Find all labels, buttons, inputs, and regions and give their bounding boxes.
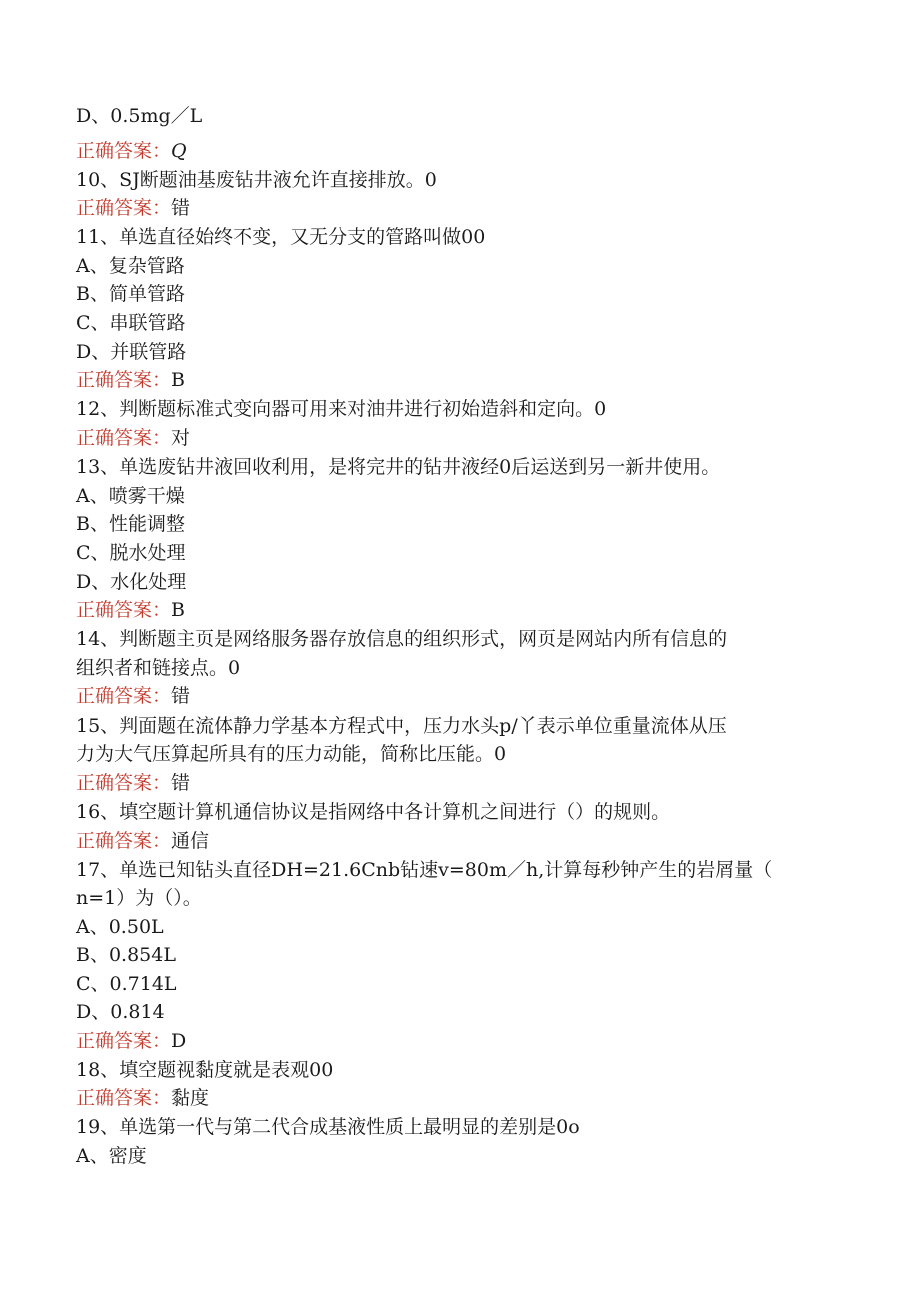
answer-value: 错 (171, 197, 191, 219)
question-line: 10、SJ断题油基废钻井液允许直接排放。0 (76, 169, 437, 191)
answer-line (76, 682, 866, 710)
option-line: D、并联管路 (76, 341, 187, 363)
question-line: 19、单选第一代与第二代合成基液性质上最明显的差别是0o (76, 1116, 580, 1138)
question-line: n=1）为（）。 (76, 887, 202, 909)
answer-value: 对 (171, 427, 191, 449)
answer-line (76, 366, 866, 394)
question-line: 13、单选废钻井液回收利用，是将完井的钻井液经0后运送到另一新井使用。 (76, 456, 721, 478)
question-line: 组织者和链接点。0 (76, 657, 241, 679)
question-line: 18、填空题视黏度就是表观00 (76, 1059, 334, 1081)
option-line: D、0.5mg／L (76, 105, 203, 127)
answer-label: 正确答案： (76, 140, 172, 162)
answer-label: 正确答案： (76, 830, 172, 852)
answer-line (76, 769, 866, 797)
answer-label: 正确答案： (76, 427, 172, 449)
answer-label: 正确答案： (76, 369, 172, 391)
option-line: B、0.854L (76, 944, 176, 966)
answer-line (76, 137, 866, 165)
option-line: A、密度 (76, 1145, 147, 1167)
question-line: 11、单选直径始终不变，又无分支的管路叫做00 (76, 226, 486, 248)
answer-value: B (171, 599, 185, 621)
answer-line (76, 194, 866, 222)
question-line: 17、单选已知钻头直径DH=21.6Cnb钻速v=80m／h,计算每秒钟产生的岩屑量（ (76, 859, 773, 881)
answer-line (76, 424, 866, 452)
answer-line (76, 827, 866, 855)
option-line: C、0.714L (76, 973, 177, 995)
question-line: 15、判面题在流体静力学基本方程式中，压力水头p/丫表示单位重量流体从压 (76, 715, 727, 737)
answer-label: 正确答案： (76, 599, 172, 621)
answer-line (76, 596, 866, 624)
option-line: D、0.814 (76, 1001, 165, 1023)
option-line: C、脱水处理 (76, 542, 186, 564)
option-line: A、喷雾干燥 (76, 485, 185, 507)
answer-line (76, 1027, 866, 1055)
answer-value: 黏度 (171, 1087, 210, 1109)
option-line: C、串联管路 (76, 312, 186, 334)
answer-label: 正确答案： (76, 685, 172, 707)
option-line: A、0.50L (76, 916, 164, 938)
answer-value: 错 (171, 685, 191, 707)
answer-label: 正确答案： (76, 197, 172, 219)
option-line: B、简单管路 (76, 283, 185, 305)
answer-label: 正确答案： (76, 1087, 172, 1109)
option-line: A、复杂管路 (76, 255, 185, 277)
question-line: 12、判断题标准式变向器可用来对油井进行初始造斜和定向。0 (76, 398, 607, 420)
answer-label: 正确答案： (76, 1030, 172, 1052)
question-line: 力为大气压算起所具有的压力动能，简称比压能。0 (76, 743, 507, 765)
option-line: D、水化处理 (76, 571, 187, 593)
answer-value: 通信 (171, 830, 210, 852)
answer-value: 错 (171, 772, 191, 794)
answer-value: B (171, 369, 185, 391)
answer-value: D (171, 1030, 187, 1052)
question-line: 16、填空题计算机通信协议是指网络中各计算机之间进行（）的规则。 (76, 801, 671, 823)
question-line: 14、判断题主页是网络服务器存放信息的组织形式，网页是网站内所有信息的 (76, 628, 728, 650)
option-line: B、性能调整 (76, 513, 185, 535)
answer-value: Q (171, 140, 187, 162)
answer-label: 正确答案： (76, 772, 172, 794)
answer-line (76, 1084, 866, 1112)
